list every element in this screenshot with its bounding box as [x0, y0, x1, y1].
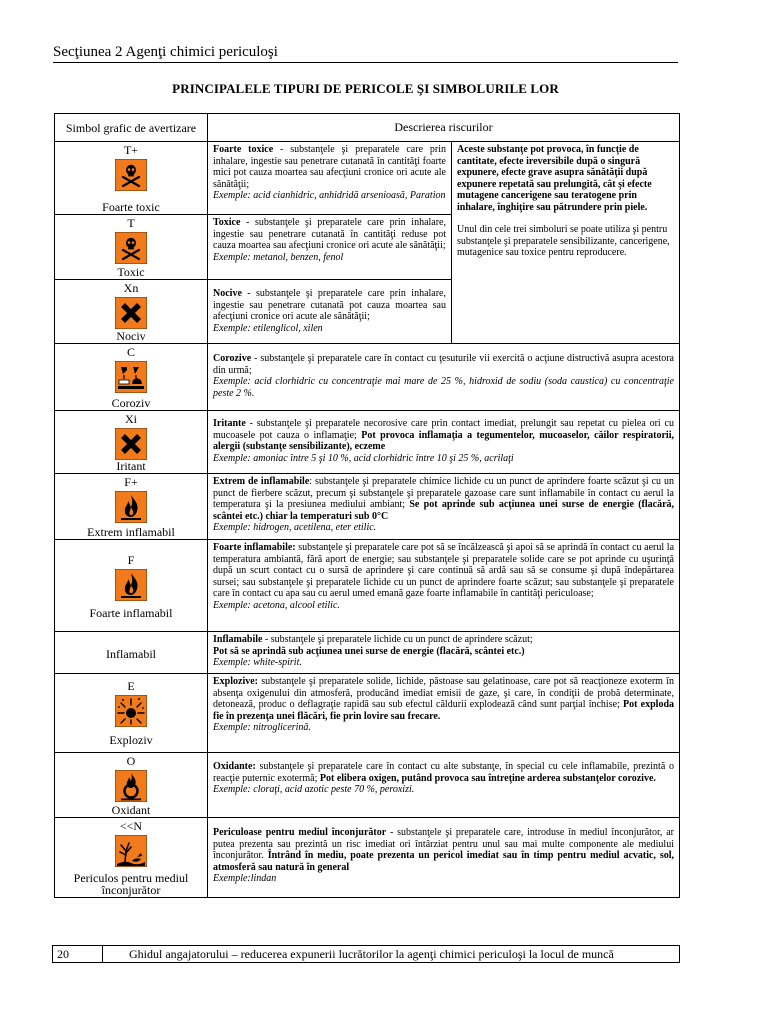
hazard-example: Exemple: white-spirit. [213, 657, 302, 668]
symbol-name: Exploziv [109, 733, 153, 747]
table-row [55, 142, 680, 215]
symbol-code: T [127, 216, 135, 230]
footer-text: Ghidul angajatorului – reducerea expunerii lucrătorilor la agenţi chimici periculoşi la locul de muncă [129, 947, 614, 961]
hazard-example: Exemple:lindan [213, 873, 277, 884]
symbol-cell [55, 674, 208, 753]
cross-x-icon [115, 297, 147, 329]
description-cell [208, 540, 680, 632]
shared-note-cell [452, 142, 680, 344]
hazard-warning: Se pot aprinde sub acţiunea unei surse de energie (flacără, scântei etc.) chiar la temperaturi sub 0°C [213, 499, 675, 522]
hazard-term: Inflamabile [213, 634, 263, 645]
header-divider [53, 62, 678, 63]
hazard-text: - substanţele şi preparatele care în contact cu ţesuturile vii exercită o acţiune distructivă asupra acestora din urmă; [213, 353, 674, 376]
symbol-name: Extrem inflamabil [87, 525, 175, 539]
hazard-text: substanţele şi preparatele solide, lichide, păstoase sau gelatinoase, care pot să reacţioneze exoterm în absenţa oxigenului din atmosferă, producând imediat emisii de gaze, şi care, în condiţii de probă determinate, detonează, produc o deflagraţie rapidă sau sub efectul căldurii explodează când sunt parţial închise; [213, 676, 674, 710]
hazard-warning: Întrând în mediu, poate prezenta un pericol imediat sau în timp pentru mediul acvatic, sol, atmosferă sau natură în general [213, 850, 674, 873]
description-cell [208, 818, 680, 898]
symbol-code: E [127, 679, 135, 693]
hazard-term: Foarte inflamabile: [213, 542, 296, 553]
symbol-name: Oxidant [111, 803, 151, 817]
symbol-code: F+ [124, 475, 138, 489]
description-cell [208, 474, 680, 540]
table-row [55, 632, 680, 674]
column-header-description: Descrierea riscurilor [208, 114, 680, 142]
symbol-code: Xi [125, 412, 137, 426]
symbol-cell [55, 411, 208, 474]
hazard-text: substanţele şi preparatele care în contact cu alte substanţe, în special cu cele inflamabile, prezintă o reacţie puternic exotermă; [213, 761, 674, 784]
description-cell [208, 632, 680, 674]
hazard-example: Exemple: acid cianhidric, anhidridă arsenioasă, Paration [213, 190, 446, 201]
table-row [55, 753, 680, 818]
hazard-example: Exemple: cloraţi, acid azotic peste 70 %, peroxizi. [213, 784, 415, 795]
hazard-example: Exemple: acid clorhidric cu concentraţie mai mare de 25 %, hidroxid de sodiu (soda caustica) cu concentraţie peste 2 %. [213, 376, 674, 399]
symbol-cell [55, 753, 208, 818]
symbol-code: Xn [123, 281, 139, 295]
symbol-cell [55, 474, 208, 540]
hazard-text: - substanţele şi preparatele care prin inhalare, ingestie sau penetrare cutanată în cantităţi foarte mici pot cauza moartea sau afecţiuni cronice ori acute ale sănătăţii; [213, 144, 446, 190]
hazard-term: Iritante [213, 418, 246, 429]
description-cell [208, 215, 452, 280]
column-header-symbol: Simbol grafic de avertizare [55, 114, 208, 142]
symbol-name: Toxic [117, 265, 145, 279]
explosion-icon [115, 695, 147, 727]
hazard-warning: Pot exploda fie în prezenţa unei flăcări, fie prin lovire sau frecare. [213, 699, 675, 722]
description-cell [208, 674, 680, 753]
hazard-table [54, 113, 680, 898]
hazard-warning: Pot provoca inflamaţia a tegumentelor, mucoaselor, căilor respiratorii, alergii (substanţe sensibilizante), eczeme [213, 429, 674, 452]
shared-note-bold: Aceste substanţe pot provoca, în funcţie de cantitate, efecte ireversibile după o singură expunere, efecte grave asupra sănătăţii după expunere repetată sau prelungită, cât şi efecte mutagene cancerigene sau teratogene prin inhalare, înghiţire sau pătrundere prin piele. [457, 144, 652, 213]
hazard-text: substanţele şi preparatele care pot să se încălzească şi apoi să se aprindă în contact cu aerul la temperatura ambiantă, fără aport de energie; sau substanţele şi preparatele solide care se pot aprinde cu uşurinţă după un scurt contact cu o sursă de aprindere şi care continuă să ardă sau să se consume şi după îndepărtarea sursei; sau substanţele şi preparatele lichide cu un punct de aprindere foarte scăzut; sau substanţele şi preparatele care în contact cu apa sau cu aerul umed emană gaze foarte inflamabile în cantităţi periculoase; [213, 542, 675, 599]
hazard-text: : substanţele şi preparatele chimice lichide cu un punct de aprindere foarte scăzut şi cu un punct de fierbere scăzut, precum şi substanţele şi preparatele gazoase care sunt inflamabile în contact cu aerul la temperatura şi la presiunea mediului ambiant; [213, 476, 674, 510]
symbol-cell [55, 632, 208, 674]
hazard-example: Exemple: amoniac între 5 şi 10 %, acid clorhidric între 10 şi 25 %, acrilaţi [213, 452, 514, 464]
symbol-code: F [127, 553, 135, 567]
symbol-cell [55, 818, 208, 898]
hazard-example: Exemple: nitroglicerină. [213, 722, 311, 733]
description-cell [208, 411, 680, 474]
symbol-name: Periculos pentru mediul înconjurător [73, 871, 189, 897]
hazard-term: Periculoase pentru mediul înconjurător [213, 827, 387, 838]
skull-crossbones-icon [115, 232, 147, 264]
hazard-text: - substanţele şi preparatele care, introduse în mediul înconjurător, ar putea prezenta sau prezintă un risc imediat ori întârziat pentru unul sau mai multe componente ale mediului înconjurător. [213, 827, 674, 861]
hazard-example: Exemple: metanol, benzen, fenol [213, 251, 344, 263]
skull-crossbones-icon [115, 159, 147, 191]
hazard-example: Exemple: hidrogen, acetilena, eter etilic. [213, 522, 377, 533]
symbol-name: Iritant [116, 459, 146, 473]
hazard-text: - substanţele şi preparatele lichide cu un punct de aprindere scăzut; [262, 634, 533, 645]
hazard-warning: Pot să se aprindă sub acţiunea unei surse de energie (flacără, scântei etc.) [213, 645, 525, 657]
table-row [55, 540, 680, 632]
flame-icon [115, 491, 147, 523]
hazard-example: Exemple: etilenglicol, xilen [213, 322, 323, 334]
corrosion-icon [115, 361, 147, 393]
section-header: Secţiunea 2 Agenţi chimici periculoşi [53, 44, 278, 60]
symbol-code: <<N [119, 819, 143, 833]
symbol-name: Foarte toxic [102, 200, 160, 214]
symbol-cell [55, 540, 208, 632]
cross-x-icon [115, 428, 147, 460]
flame-over-circle-icon [115, 770, 147, 802]
footer-divider [102, 946, 103, 962]
hazard-term: Foarte toxice [213, 144, 274, 155]
hazard-text: - substanţele şi preparatele necorosive care prin contact imediat, prelungit sau repetat cu pielea ori cu mucoasele pot cauza o inflamaţie; [213, 418, 674, 441]
dead-tree-icon [115, 835, 147, 867]
page-number: 20 [57, 947, 69, 961]
flame-icon [115, 569, 147, 601]
description-cell [208, 344, 680, 411]
symbol-cell [55, 215, 208, 280]
table-row [55, 411, 680, 474]
symbol-cell [55, 280, 208, 344]
hazard-term: Extrem de inflamabile [213, 476, 310, 487]
description-cell [208, 753, 680, 818]
table-row [55, 474, 680, 540]
hazard-text: - substanţele şi preparatele care prin inhalare, ingestie sau penetrare cutanată pot cauza moartea sau afecţiuni cronice ori acute ale sănătăţii; [213, 288, 446, 322]
symbol-name: Coroziv [111, 396, 151, 410]
page-footer [52, 945, 680, 963]
hazard-term: Nocive [213, 288, 242, 299]
table-row [55, 818, 680, 898]
table-row [55, 344, 680, 411]
symbol-name: Foarte inflamabil [89, 606, 173, 620]
hazard-term: Corozive [213, 353, 252, 364]
description-cell [208, 280, 452, 344]
symbol-cell [55, 344, 208, 411]
symbol-code: O [126, 754, 136, 768]
hazard-term: Toxice [213, 217, 241, 228]
symbol-name: Nociv [116, 329, 146, 343]
page-title: PRINCIPALELE TIPURI DE PERICOLE ŞI SIMBOLURILE LOR [172, 81, 559, 96]
shared-note-text: Unul din cele trei simboluri se poate utiliza şi pentru substanţele şi preparatele sensibilizante, cancerigene, mutagenice sau toxice pentru reproducere. [457, 224, 670, 258]
hazard-text: - substanţele şi preparatele care prin inhalare, ingestie sau penetrare cutanată în cantităţi reduse pot cauza moartea sau afecţiuni cronice ori acute ale sănătăţii; [213, 217, 446, 251]
hazard-warning: Pot elibera oxigen, putând provoca sau întreţine arderea substanţelor corozive. [319, 772, 656, 784]
description-cell [208, 142, 452, 215]
symbol-code: C [126, 345, 135, 359]
symbol-cell [55, 142, 208, 215]
hazard-example: Exemple: acetona, alcool etilic. [213, 599, 340, 611]
table-row [55, 674, 680, 753]
hazard-term: Oxidante: [213, 761, 256, 772]
symbol-code: T+ [123, 143, 139, 157]
hazard-term: Explozive: [213, 676, 258, 687]
table-header-row [55, 114, 680, 142]
symbol-name: Inflamabil [106, 646, 156, 661]
